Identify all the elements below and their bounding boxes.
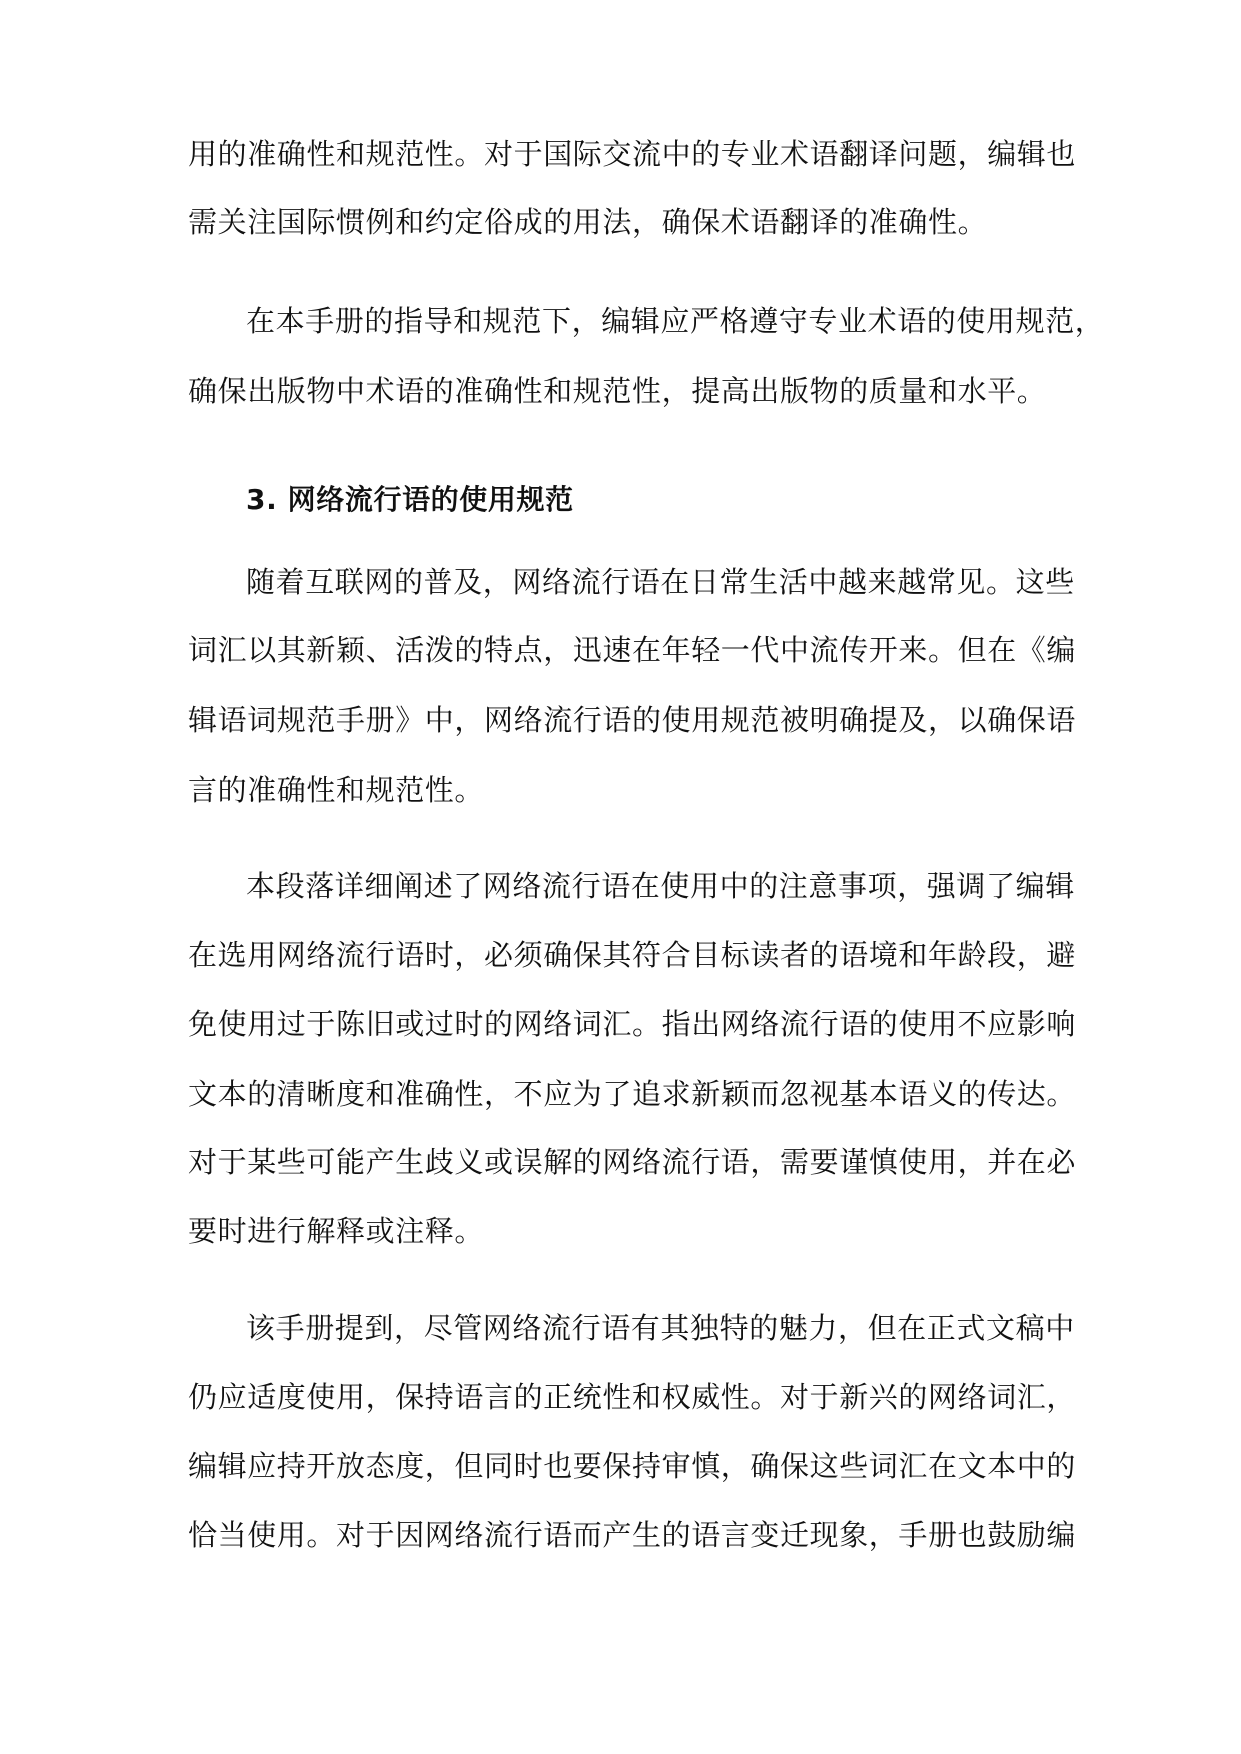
paragraph-first-line: 在本手册的指导和规范下，编辑应严格遵守专业术语的使用规范， bbox=[246, 304, 1105, 338]
paragraph-first-line: 本段落详细阐述了网络流行语在使用中的注意事项，强调了编辑 bbox=[246, 869, 1075, 903]
text-line: 仍应适度使用，保持语言的正统性和权威性。对于新兴的网络词汇， bbox=[188, 1380, 1077, 1414]
text-line: 文本的清晰度和准确性，不应为了追求新颖而忽视基本语义的传达。 bbox=[188, 1077, 1077, 1111]
text-line: 对于某些可能产生歧义或误解的网络流行语，需要谨慎使用，并在必 bbox=[188, 1145, 1077, 1179]
paragraph-first-line: 该手册提到，尽管网络流行语有其独特的魅力，但在正式文稿中 bbox=[246, 1311, 1075, 1345]
text-line: 需关注国际惯例和约定俗成的用法，确保术语翻译的准确性。 bbox=[188, 205, 988, 239]
text-line: 编辑应持开放态度，但同时也要保持审慎，确保这些词汇在文本中的 bbox=[188, 1449, 1077, 1483]
text-line: 要时进行解释或注释。 bbox=[188, 1214, 485, 1248]
text-line: 言的准确性和规范性。 bbox=[188, 773, 485, 807]
text-line: 用的准确性和规范性。对于国际交流中的专业术语翻译问题，编辑也 bbox=[188, 137, 1077, 171]
text-line: 在选用网络流行语时，必须确保其符合目标读者的语境和年龄段，避 bbox=[188, 938, 1077, 972]
text-line: 确保出版物中术语的准确性和规范性，提高出版物的质量和水平。 bbox=[188, 374, 1047, 408]
section-heading: 3. 网络流行语的使用规范 bbox=[246, 483, 574, 516]
text-line: 恰当使用。对于因网络流行语而产生的语言变迁现象，手册也鼓励编 bbox=[188, 1518, 1077, 1552]
text-line: 辑语词规范手册》中，网络流行语的使用规范被明确提及，以确保语 bbox=[188, 703, 1077, 737]
text-line: 词汇以其新颖、活泼的特点，迅速在年轻一代中流传开来。但在《编 bbox=[188, 633, 1077, 667]
paragraph-first-line: 随着互联网的普及，网络流行语在日常生活中越来越常见。这些 bbox=[246, 565, 1075, 599]
text-line: 免使用过于陈旧或过时的网络词汇。指出网络流行语的使用不应影响 bbox=[188, 1007, 1077, 1041]
